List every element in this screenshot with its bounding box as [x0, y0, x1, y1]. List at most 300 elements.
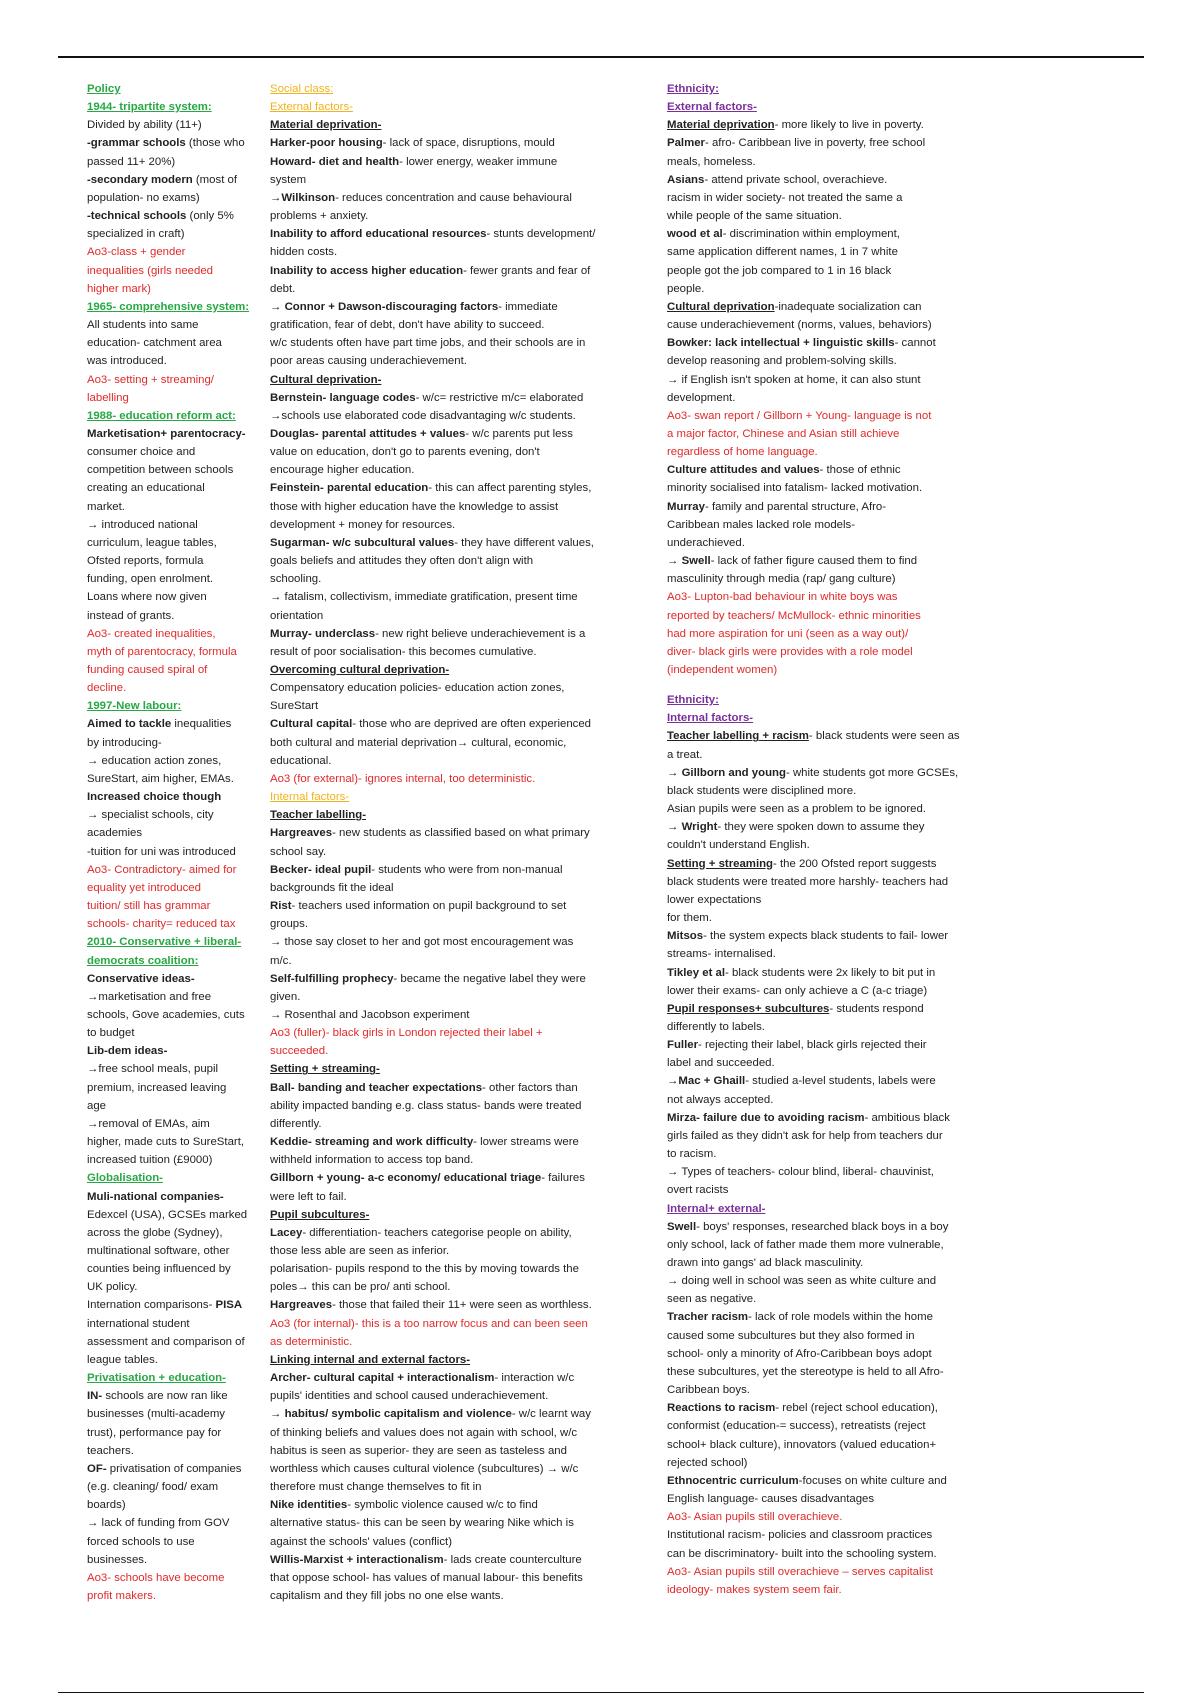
- note-line: [270, 1405, 635, 1423]
- note-line: [270, 516, 635, 534]
- note-text: population- no exams): [87, 191, 200, 204]
- note-text: 1988- education reform act:: [87, 409, 236, 422]
- note-line: [270, 1514, 635, 1532]
- note-line: [270, 915, 635, 933]
- note-line: [270, 153, 635, 171]
- note-text: passed 11+ 20%): [87, 155, 176, 168]
- note-text: - rebel (reject school education),: [775, 1402, 938, 1415]
- note-line: [87, 1387, 262, 1405]
- note-text: habitus/ symbolic capitalism and violence: [284, 1408, 512, 1421]
- note-line: [667, 982, 997, 1000]
- note-text: caused some subcultures but they also formed in: [667, 1329, 915, 1342]
- note-line: [667, 1290, 997, 1308]
- note-line: [667, 1145, 997, 1163]
- note-text: Swell: [667, 1220, 697, 1233]
- note-text: Muli-national companies-: [87, 1190, 224, 1203]
- note-text: Palmer: [667, 137, 705, 150]
- note-text: Mirza- failure due to avoiding racism: [667, 1111, 865, 1124]
- note-line: [270, 970, 635, 988]
- note-text: therefore must change themselves to fit in: [270, 1481, 482, 1494]
- note-text: → Types of teachers- colour blind, liberal- chauvinist,: [667, 1166, 934, 1179]
- note-line: [667, 407, 997, 425]
- note-text: inequalities: [171, 718, 232, 731]
- note-text: Ethnicity:: [667, 694, 719, 707]
- note-line: [87, 298, 262, 316]
- note-text: Tikley et al: [667, 966, 726, 979]
- note-line: [667, 1036, 997, 1054]
- note-line: [270, 1533, 635, 1551]
- note-text: Reactions to racism: [667, 1402, 776, 1415]
- note-line: [270, 879, 635, 897]
- note-line: [270, 316, 635, 334]
- note-text: Linking internal and external factors-: [270, 1353, 471, 1366]
- note-text: Teacher labelling + racism: [667, 730, 809, 743]
- note-text: Bowker: lack intellectual + linguistic skills: [667, 337, 895, 350]
- note-text: myth of parentocracy, formula: [87, 645, 237, 658]
- note-text: black students were treated more harshly- teachers had: [667, 875, 949, 888]
- note-text: - stunts development/: [486, 228, 596, 241]
- note-line: [667, 1490, 997, 1508]
- note-text: (those who: [185, 137, 245, 150]
- note-text: assessment and comparison of: [87, 1335, 245, 1348]
- note-text: specialized in craft): [87, 228, 185, 241]
- note-text: Howard- diet and health: [270, 155, 400, 168]
- note-text: -secondary modern: [87, 173, 193, 186]
- note-text: External factors-: [270, 101, 353, 114]
- note-text: decline.: [87, 682, 127, 695]
- note-text: Wilkinson: [281, 191, 336, 204]
- note-text: people got the job compared to 1 in 16 black: [667, 264, 892, 277]
- note-line: [87, 734, 262, 752]
- note-line: [270, 715, 635, 733]
- note-line: [87, 1024, 262, 1042]
- note-line: [667, 1000, 997, 1018]
- note-line: [87, 988, 262, 1006]
- note-line: [87, 1533, 262, 1551]
- note-text: Policy: [87, 83, 121, 95]
- note-line: [270, 425, 635, 443]
- note-text: reported by teachers/ McMullock- ethnic minorities: [667, 609, 921, 622]
- note-text: value on education, don't go to parents evening, don't: [270, 446, 540, 459]
- note-line: [270, 1551, 635, 1569]
- note-text: →: [270, 1408, 285, 1421]
- note-text: Ao3- Contradictory- aimed for: [87, 863, 237, 876]
- note-line: [667, 425, 997, 443]
- note-text: diver- black girls were provides with a role model: [667, 645, 913, 658]
- note-line: [87, 643, 262, 661]
- note-text: Murray- underclass: [270, 627, 376, 640]
- note-text: Marketisation+ parentocracy-: [87, 427, 246, 440]
- note-text: PISA: [215, 1299, 243, 1312]
- note-text: backgrounds fit the ideal: [270, 881, 394, 894]
- note-line: [87, 1405, 262, 1423]
- note-line: [87, 570, 262, 588]
- note-line: [87, 389, 262, 407]
- note-line: [270, 607, 635, 625]
- note-text: ability impacted banding e.g. class status- bands were treated: [270, 1099, 582, 1112]
- note-line: [87, 1097, 262, 1115]
- note-line: [667, 334, 997, 352]
- note-text: these subcultures, yet the stereotype is held to all Afro-: [667, 1365, 944, 1378]
- note-text: - lack of role models within the home: [748, 1311, 933, 1324]
- note-line: [667, 1181, 997, 1199]
- note-text: increased tuition (£9000): [87, 1154, 213, 1167]
- note-text: Feinstein- parental education: [270, 482, 429, 495]
- note-line: [270, 1460, 635, 1478]
- note-line: [87, 915, 262, 933]
- note-line: [667, 1109, 997, 1127]
- note-text: had more aspiration for uni (seen as a way out)/: [667, 627, 909, 640]
- note-line: [270, 897, 635, 915]
- note-line: [87, 879, 262, 897]
- note-line: [667, 1526, 997, 1544]
- note-text: higher, made cuts to SureStart,: [87, 1136, 245, 1149]
- note-line: [270, 806, 635, 824]
- note-text: Ao3 (for external)- ignores internal, too deterministic.: [270, 772, 536, 785]
- note-line: [270, 1315, 635, 1333]
- note-line: [87, 225, 262, 243]
- note-text: not always accepted.: [667, 1093, 774, 1106]
- note-line: [270, 861, 635, 879]
- note-text: Sugarman- w/c subcultural values: [270, 536, 455, 549]
- note-line: [667, 1381, 997, 1399]
- note-line: [270, 407, 635, 425]
- note-line: [270, 1278, 635, 1296]
- note-line: [270, 952, 635, 970]
- note-text: democrats coalition:: [87, 954, 199, 967]
- note-text: OF-: [87, 1462, 107, 1475]
- note-text: Ball- banding and teacher expectations: [270, 1081, 483, 1094]
- note-text: Becker- ideal pupil: [270, 863, 372, 876]
- note-line: [667, 134, 997, 152]
- note-text: Harker-poor housing: [270, 137, 383, 150]
- note-text: - symbolic violence caused w/c to find: [347, 1499, 538, 1512]
- note-text: was introduced.: [87, 355, 167, 368]
- note-text: competition between schools: [87, 464, 234, 477]
- note-text: same application different names, 1 in 7 white: [667, 246, 898, 259]
- note-text: - students who were from non-manual: [371, 863, 563, 876]
- note-text: instead of grants.: [87, 609, 175, 622]
- note-text: result of poor socialisation- this becomes cumulative.: [270, 645, 537, 658]
- note-text: → if English isn't spoken at home, it can also stunt: [667, 373, 921, 386]
- note-text: market.: [87, 500, 125, 513]
- note-line: [87, 824, 262, 842]
- note-line: [667, 534, 997, 552]
- note-text: to racism.: [667, 1148, 717, 1161]
- note-line: [87, 80, 262, 98]
- note-line: [87, 1206, 262, 1224]
- note-line: [87, 1060, 262, 1078]
- note-text: habitus is seen as superior- they are seen as tasteless and: [270, 1444, 567, 1457]
- note-line: [270, 207, 635, 225]
- note-line: [270, 534, 635, 552]
- note-text: against the schools' values (conflict): [270, 1535, 452, 1548]
- note-line: [270, 334, 635, 352]
- note-line: [270, 697, 635, 715]
- note-text: - interaction w/c: [494, 1372, 575, 1385]
- note-line: [87, 806, 262, 824]
- note-text: Ao3- Asian pupils still overachieve.: [667, 1511, 843, 1524]
- note-line: [667, 316, 997, 334]
- note-text: differently.: [270, 1117, 322, 1130]
- note-line: [87, 352, 262, 370]
- note-line: [667, 371, 997, 389]
- note-text: lower expectations: [667, 893, 762, 906]
- note-line: [87, 952, 262, 970]
- note-text: →: [270, 191, 282, 204]
- note-text: higher mark): [87, 282, 151, 295]
- note-line: [667, 352, 997, 370]
- note-line: [87, 207, 262, 225]
- note-text: - this can affect parenting styles,: [428, 482, 592, 495]
- note-line: [270, 1115, 635, 1133]
- note-line: [667, 1127, 997, 1145]
- note-text: Asians: [667, 173, 705, 186]
- note-text: poor areas causing underachievement.: [270, 355, 467, 368]
- note-line: [87, 970, 262, 988]
- note-text: creating an educational: [87, 482, 205, 495]
- note-line: [270, 1006, 635, 1024]
- note-text: Internation comparisons-: [87, 1299, 216, 1312]
- top-rule: [58, 56, 1144, 58]
- note-line: [667, 1472, 997, 1490]
- note-line: [270, 1133, 635, 1151]
- note-text: Mac + Ghaill: [678, 1075, 746, 1088]
- note-line: [667, 764, 997, 782]
- note-text: Pupil responses+ subcultures: [667, 1002, 830, 1015]
- note-text: racism in wider society- not treated the same a: [667, 191, 903, 204]
- note-text: → those say closet to her and got most encouragement was: [270, 936, 574, 949]
- note-text: →marketisation and free: [87, 990, 212, 1003]
- note-line: [667, 891, 997, 909]
- note-text: Nike identities: [270, 1499, 348, 1512]
- note-line: [270, 1097, 635, 1115]
- note-line: [667, 588, 997, 606]
- note-line: [270, 116, 635, 134]
- note-text: Compensatory education policies- education action zones,: [270, 682, 565, 695]
- note-text: All students into same: [87, 319, 199, 332]
- note-text: Cultural deprivation: [667, 300, 775, 313]
- note-line: [87, 788, 262, 806]
- note-line: [87, 770, 262, 788]
- note-line: [270, 1387, 635, 1405]
- note-line: [87, 1587, 262, 1605]
- note-line: [87, 661, 262, 679]
- note-text: - lads create counterculture: [443, 1553, 582, 1566]
- note-text: Setting + streaming: [667, 857, 774, 870]
- note-line: [667, 1308, 997, 1326]
- note-line: [667, 691, 997, 709]
- note-line: [667, 782, 997, 800]
- note-line: [87, 479, 262, 497]
- note-text: Ao3 (for internal)- this is a too narrow focus and can been seen: [270, 1317, 588, 1330]
- note-text: → lack of funding from GOV: [87, 1517, 230, 1530]
- note-line: [270, 1242, 635, 1260]
- note-text: -inadequate socialization can: [774, 300, 922, 313]
- note-text: those with higher education have the knowledge to assist: [270, 500, 559, 513]
- note-text: businesses (multi-academy: [87, 1408, 226, 1421]
- note-text: succeeded.: [270, 1045, 329, 1058]
- note-line: [87, 534, 262, 552]
- note-line: [87, 134, 262, 152]
- note-text: - they have different values,: [454, 536, 594, 549]
- note-line: [270, 189, 635, 207]
- note-line: [667, 1436, 997, 1454]
- note-text: - w/c learnt way: [511, 1408, 591, 1421]
- note-text: Hargreaves: [270, 1299, 333, 1312]
- note-line: [87, 1006, 262, 1024]
- note-text: groups.: [270, 918, 308, 931]
- note-text: as deterministic.: [270, 1335, 353, 1348]
- note-line: [667, 443, 997, 461]
- note-line: [87, 1460, 262, 1478]
- note-text: Gillborn and young: [681, 766, 786, 779]
- note-text: Rist: [270, 900, 292, 913]
- note-line: [87, 189, 262, 207]
- note-line: [667, 1054, 997, 1072]
- note-text: worthless which causes cultural violence (subcultures) → w/c: [270, 1462, 579, 1475]
- note-line: [270, 98, 635, 116]
- note-line: [87, 1169, 262, 1187]
- note-text: - other factors than: [482, 1081, 578, 1094]
- note-text: conformist (education-= success), retreatists (reject: [667, 1420, 926, 1433]
- note-text: by introducing-: [87, 736, 162, 749]
- note-text: ideology- makes system seem fair.: [667, 1583, 842, 1596]
- note-text: → doing well in school was seen as white culture and: [667, 1275, 937, 1288]
- note-line: [667, 800, 997, 818]
- note-line: [667, 298, 997, 316]
- note-line: [667, 1072, 997, 1090]
- note-text: development + money for resources.: [270, 518, 456, 531]
- note-text: labelling: [87, 391, 129, 404]
- note-line: [270, 262, 635, 280]
- note-text: → Rosenthal and Jacobson experiment: [270, 1008, 470, 1021]
- note-text: encourage higher education.: [270, 464, 415, 477]
- note-line: [667, 280, 997, 298]
- note-text: Connor + Dawson-discouraging factors: [284, 300, 499, 313]
- note-line: [270, 298, 635, 316]
- note-line: [87, 1133, 262, 1151]
- note-text: Douglas- parental attitudes + values: [270, 427, 466, 440]
- note-text: →free school meals, pupil: [87, 1063, 219, 1076]
- note-line: [270, 1424, 635, 1442]
- note-line: [270, 1369, 635, 1387]
- note-text: - rejecting their label, black girls rejected their: [698, 1039, 927, 1052]
- note-text: wood et al: [667, 228, 723, 241]
- note-line: [87, 1079, 262, 1097]
- note-text: develop reasoning and problem-solving skills.: [667, 355, 897, 368]
- note-text: Ofsted reports, formula: [87, 555, 204, 568]
- note-text: Bernstein- language codes: [270, 391, 416, 404]
- note-text: → introduced national: [87, 518, 198, 531]
- note-line: [270, 1496, 635, 1514]
- note-text: - those who are deprived are often experienced: [352, 718, 592, 731]
- note-text: Ao3- swan report / Gillborn + Young- language is not: [667, 409, 932, 422]
- note-text: Loans where now given: [87, 591, 207, 604]
- note-text: debt.: [270, 282, 296, 295]
- note-text: a treat.: [667, 748, 703, 761]
- note-line: [270, 933, 635, 951]
- note-line: [87, 1496, 262, 1514]
- note-line: [667, 643, 997, 661]
- note-text: Mitsos: [667, 930, 704, 943]
- note-line: [87, 1369, 262, 1387]
- note-text: pupils' identities and school caused underachievement.: [270, 1390, 549, 1403]
- note-text: w/c students often have part time jobs, and their schools are in: [270, 337, 586, 350]
- note-line: [87, 1151, 262, 1169]
- note-text: of thinking beliefs and values does not again with school, w/c: [270, 1426, 578, 1439]
- note-text: hidden costs.: [270, 246, 338, 259]
- note-line: [87, 407, 262, 425]
- note-text: girls failed as they didn't ask for help from teachers dur: [667, 1129, 943, 1142]
- note-text: Aimed to tackle: [87, 718, 172, 731]
- note-text: - black students were seen as: [808, 730, 960, 743]
- note-text: → specialist schools, city: [87, 809, 214, 822]
- note-text: →: [270, 300, 285, 313]
- note-line: [87, 861, 262, 879]
- note-text: only school, lack of father made them more vulnerable,: [667, 1238, 944, 1251]
- note-text: regardless of home language.: [667, 446, 818, 459]
- note-text: →: [667, 821, 682, 834]
- note-text: - family and parental structure, Afro-: [704, 500, 887, 513]
- note-text: inequalities (girls needed: [87, 264, 214, 277]
- note-line: [87, 1115, 262, 1133]
- note-line: [270, 734, 635, 752]
- note-text: Ao3- created inequalities,: [87, 627, 216, 640]
- note-text: - they were spoken down to assume they: [717, 821, 925, 834]
- note-text: Murray: [667, 500, 705, 513]
- note-line: [667, 836, 997, 854]
- note-text: - lack of space, disruptions, mould: [382, 137, 555, 150]
- note-line: [87, 1188, 262, 1206]
- note-line: [667, 873, 997, 891]
- bottom-rule: [58, 1692, 1144, 1693]
- note-text: - white students got more GCSEs,: [785, 766, 959, 779]
- note-text: education- catchment area: [87, 337, 222, 350]
- note-text: →removal of EMAs, aim: [87, 1117, 210, 1130]
- note-text: Asian pupils were seen as a problem to be ignored.: [667, 803, 926, 816]
- note-line: [667, 709, 997, 727]
- note-line: [87, 1296, 262, 1314]
- note-text: for them.: [667, 912, 712, 925]
- note-line: [270, 1151, 635, 1169]
- note-text: Internal factors-: [667, 712, 754, 725]
- note-line: [87, 552, 262, 570]
- note-line: [667, 516, 997, 534]
- note-line: [87, 1278, 262, 1296]
- note-line: [667, 746, 997, 764]
- note-line: [270, 461, 635, 479]
- note-line: [270, 752, 635, 770]
- note-text: Pupil subcultures-: [270, 1208, 370, 1221]
- note-line: [87, 1551, 262, 1569]
- note-text: Lib-dem ideas-: [87, 1045, 168, 1058]
- note-text: - attend private school, overachieve.: [704, 173, 888, 186]
- note-text: Edexcel (USA), GCSEs marked: [87, 1208, 248, 1221]
- note-text: school say.: [270, 845, 327, 858]
- note-text: premium, increased leaving: [87, 1081, 227, 1094]
- note-line: [667, 552, 997, 570]
- note-line: [87, 1333, 262, 1351]
- note-text: Overcoming cultural deprivation-: [270, 664, 450, 676]
- note-text: label and succeeded.: [667, 1057, 775, 1070]
- note-text: Internal+ external-: [667, 1202, 766, 1215]
- note-line: [270, 1188, 635, 1206]
- note-line: [87, 334, 262, 352]
- note-text: Ethnocentric curriculum: [667, 1474, 799, 1487]
- note-text: Fuller: [667, 1039, 699, 1052]
- note-text: →: [667, 766, 682, 779]
